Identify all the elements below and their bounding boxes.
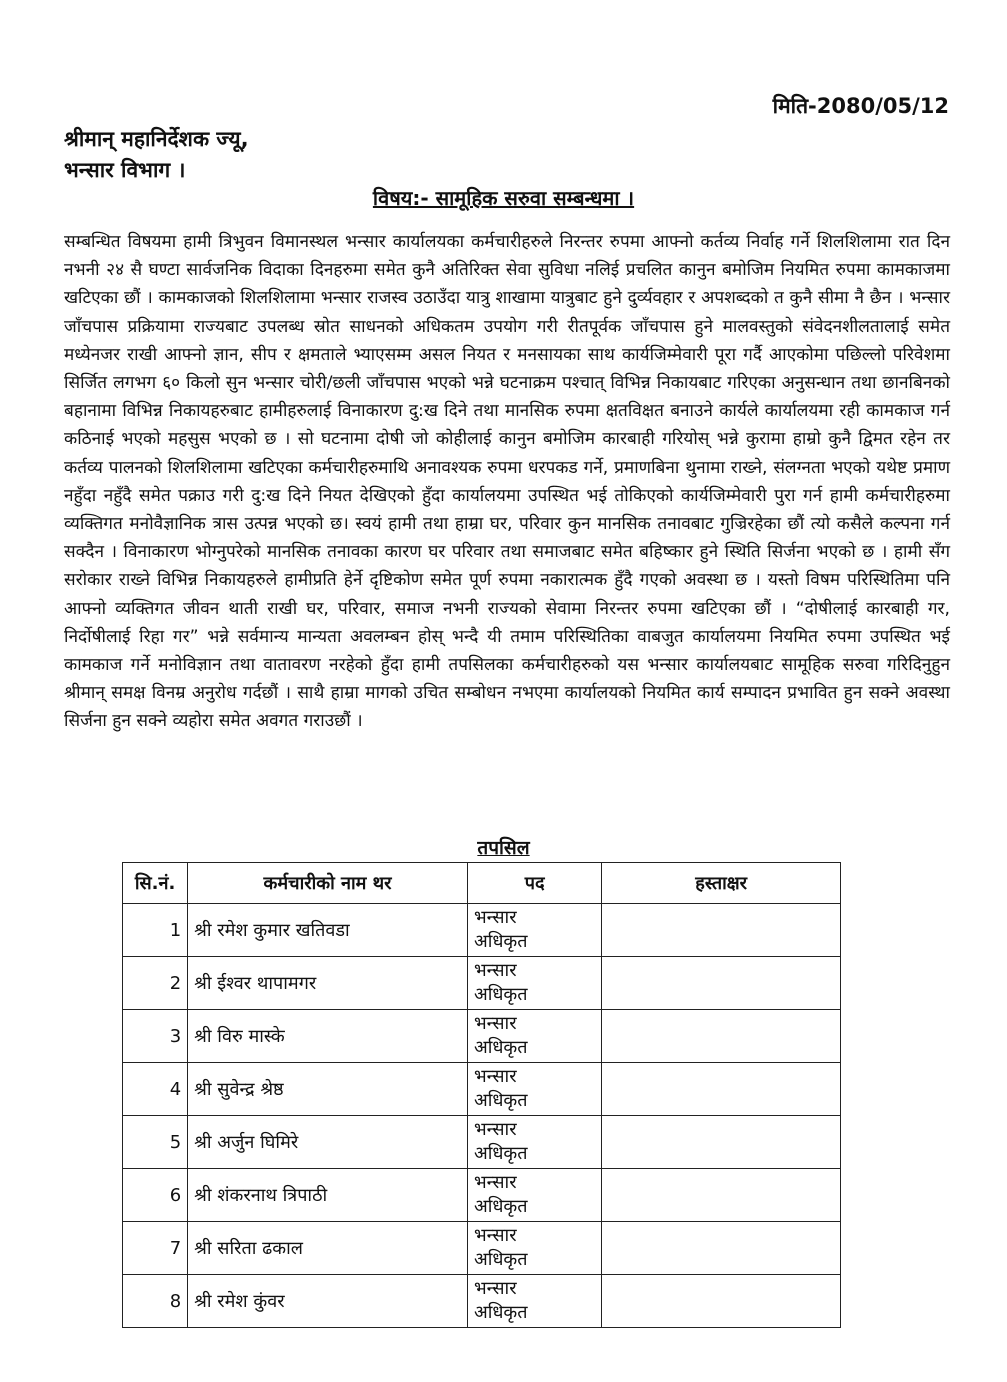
header-signature: हस्ताक्षर bbox=[602, 863, 841, 904]
serial-cell: 1 bbox=[123, 904, 188, 957]
employee-name-cell: श्री शंकरनाथ त्रिपाठी bbox=[188, 1169, 468, 1222]
table-row bbox=[123, 1063, 841, 1116]
signature-cell bbox=[602, 957, 841, 1010]
table-row bbox=[123, 1116, 841, 1169]
post-line-2: अधिकृत bbox=[473, 1249, 528, 1270]
signature-cell bbox=[602, 1169, 841, 1222]
post-cell bbox=[467, 1010, 601, 1063]
serial-cell: 4 bbox=[123, 1063, 188, 1116]
post-line-1: भन्सार bbox=[473, 1013, 517, 1034]
table-row bbox=[123, 1222, 841, 1275]
post-line-1: भन्सार bbox=[473, 1119, 517, 1140]
post-line-1: भन्सार bbox=[473, 960, 517, 981]
post-line-2: अधिकृत bbox=[473, 1037, 528, 1058]
addressee-block bbox=[64, 124, 249, 186]
table-row bbox=[123, 1169, 841, 1222]
post-cell bbox=[467, 957, 601, 1010]
post-line-2: अधिकृत bbox=[473, 984, 528, 1005]
signature-cell bbox=[602, 1116, 841, 1169]
employee-name-cell: श्री विरु मास्के bbox=[188, 1010, 468, 1063]
serial-cell: 5 bbox=[123, 1116, 188, 1169]
post-line-1: भन्सार bbox=[473, 907, 517, 928]
post-line-1: भन्सार bbox=[473, 1278, 517, 1299]
tapsil-heading-text: तपसिल bbox=[477, 837, 530, 859]
staff-table bbox=[122, 862, 841, 1328]
signature-cell bbox=[602, 904, 841, 957]
signature-cell bbox=[602, 1063, 841, 1116]
tapsil-heading bbox=[0, 834, 1007, 860]
post-line-1: भन्सार bbox=[473, 1066, 517, 1087]
table-row bbox=[123, 1010, 841, 1063]
post-cell bbox=[467, 1063, 601, 1116]
employee-name-cell: श्री सुवेन्द्र श्रेष्ठ bbox=[188, 1063, 468, 1116]
staff-table-body bbox=[123, 904, 841, 1328]
employee-name-cell: श्री अर्जुन घिमिरे bbox=[188, 1116, 468, 1169]
post-cell bbox=[467, 1116, 601, 1169]
serial-cell: 8 bbox=[123, 1275, 188, 1328]
table-row bbox=[123, 904, 841, 957]
signature-cell bbox=[602, 1275, 841, 1328]
post-line-1: भन्सार bbox=[473, 1225, 517, 1246]
addressee-title: श्रीमान् महानिर्देशक ज्यू, bbox=[64, 127, 249, 151]
post-line-2: अधिकृत bbox=[473, 1302, 528, 1323]
table-row bbox=[123, 957, 841, 1010]
header-serial: सि.नं. bbox=[123, 863, 188, 904]
header-name: कर्मचारीको नाम थर bbox=[188, 863, 468, 904]
post-cell bbox=[467, 1169, 601, 1222]
post-cell bbox=[467, 904, 601, 957]
serial-cell: 7 bbox=[123, 1222, 188, 1275]
serial-cell: 6 bbox=[123, 1169, 188, 1222]
post-cell bbox=[467, 1275, 601, 1328]
letter-body: सम्बन्धित विषयमा हामी त्रिभुवन विमानस्थल भन्सार कार्यालयका कर्मचारीहरुले निरन्तर रुपमा आफ्नो कर्तव्य निर्वाह गर्ने शिलशिलामा रात दिन नभनी २४ सै घण्टा सार्वजनिक विदाका दिनहरुमा समेत कुनै अतिरिक्त सेवा सुविधा नलिई प्रचलित कानुन बमोजिम नियमित रुपमा कामकाजमा खटिएका छौं । कामकाजको शिलशिलामा भन्सार राजस्व उठाउँदा यात्रु शाखामा यात्रुबाट हुने दुर्व्यवहार र अपशब्दको त कुनै सीमा नै छैन । भन्सार जाँचपास प्रक्रियामा राज्यबाट उपलब्ध स्रोत साधनको अधिकतम उपयोग गरी रीतपूर्वक जाँचपास हुने मालवस्तुको संवेदनशीलतालाई समेत मध्येनजर राखी आफ्नो ज्ञान, सीप र क्षमताले भ्याएसम्म असल नियत र मनसायका साथ कार्यजिम्मेवारी पूरा गर्दै आएकोमा पछिल्लो परिवेशमा सिर्जित लगभग ६० किलो सुन भन्सार चोरी/छली जाँचपास भएको भन्ने घटनाक्रम पश्चात् विभिन्न निकायबाट गरिएका अनुसन्धान तथा छानबिनको बहानामा विभिन्न निकायहरुबाट हामीहरुलाई विनाकारण दु:ख दिने तथा मानसिक रुपमा क्षतविक्षत बनाउने कार्यले कार्यालयमा रही कामकाज गर्न कठिनाई भएको महसुस भएको छ । सो घटनामा दोषी जो कोहीलाई कानुन बमोजिम कारबाही गरियोस् भन्ने कुरामा हाम्रो कुनै द्विमत रहेन तर कर्तव्य पालनको शिलशिलामा खटिएका कर्मचारीहरुमाथि अनावश्यक रुपमा धरपकड गर्ने, प्रमाणबिना थुनामा राख्ने, संलग्नता भएको यथेष्ट प्रमाण नहुँदा नहुँदै समेत पक्राउ गरी दु:ख दिने नियत देखिएको हुँदा कार्यालयमा उपस्थित भई तोकिएको कार्यजिम्मेवारी पुरा गर्न हामी कर्मचारीहरुमा व्यक्तिगत मनोवैज्ञानिक त्रास उत्पन्न भएको छ। स्वयं हामी तथा हाम्रा घर, परिवार कुन मानसिक तनावबाट गुज्रिरहेका छौं त्यो कसैले कल्पना गर्न सक्दैन । विनाकारण भोग्नुपरेको मानसिक तनावका कारण घर परिवार तथा समाजबाट समेत बहिष्कार हुने स्थिति सिर्जना भएको छ । हामी सँग सरोकार राख्ने विभिन्न निकायहरुले हामीप्रति हेर्ने दृष्टिकोण समेत पूर्ण रुपमा नकारात्मक हुँदै गएको अवस्था छ । यस्तो विषम परिस्थितिमा पनि आफ्नो व्यक्तिगत जीवन थाती राखी घर, परिवार, समाज नभनी राज्यको सेवामा निरन्तर रुपमा खटिएका छौं । “दोषीलाई कारबाही गर, निर्दोषीलाई रिहा गर” भन्ने सर्वमान्य मान्यता अवलम्बन होस् भन्दै यी तमाम परिस्थितिका वाबजुत कार्यालयमा नियमित रुपमा उपस्थित भई कामकाज गर्ने मनोविज्ञान तथा वातावरण नरहेको हुँदा हामी तपसिलका कर्मचारीहरुको यस भन्सार कार्यालयबाट सामूहिक सरुवा गरिदिनुहुन श्रीमान् समक्ष विनम्र अनुरोध गर्दछौं । साथै हाम्रा मागको उचित सम्बोधन नभएमा कार्यालयको नियमित कार्य सम्पादन प्रभावित हुन सक्ने अवस्था सिर्जना हुन सक्ने व्यहोरा समेत अवगत गराउछौं । bbox=[64, 232, 950, 732]
addressee-office: भन्सार विभाग । bbox=[64, 158, 186, 182]
serial-cell: 2 bbox=[123, 957, 188, 1010]
employee-name-cell: श्री ईश्वर थापामगर bbox=[188, 957, 468, 1010]
post-line-2: अधिकृत bbox=[473, 1090, 528, 1111]
employee-name-cell: श्री सरिता ढकाल bbox=[188, 1222, 468, 1275]
subject-line bbox=[0, 184, 1007, 211]
signature-cell bbox=[602, 1222, 841, 1275]
table-header-row bbox=[123, 863, 841, 904]
header-post: पद bbox=[467, 863, 601, 904]
post-line-1: भन्सार bbox=[473, 1172, 517, 1193]
post-line-2: अधिकृत bbox=[473, 1196, 528, 1217]
letter-date: मिति-2080/05/12 bbox=[772, 94, 949, 118]
table-row bbox=[123, 1275, 841, 1328]
serial-cell: 3 bbox=[123, 1010, 188, 1063]
subject-text: विषय:- सामूहिक सरुवा सम्बन्धमा । bbox=[372, 186, 635, 210]
employee-name-cell: श्री रमेश कुमार खतिवडा bbox=[188, 904, 468, 957]
post-cell bbox=[467, 1222, 601, 1275]
post-line-2: अधिकृत bbox=[473, 931, 528, 952]
signature-cell bbox=[602, 1010, 841, 1063]
employee-name-cell: श्री रमेश कुंवर bbox=[188, 1275, 468, 1328]
post-line-2: अधिकृत bbox=[473, 1143, 528, 1164]
